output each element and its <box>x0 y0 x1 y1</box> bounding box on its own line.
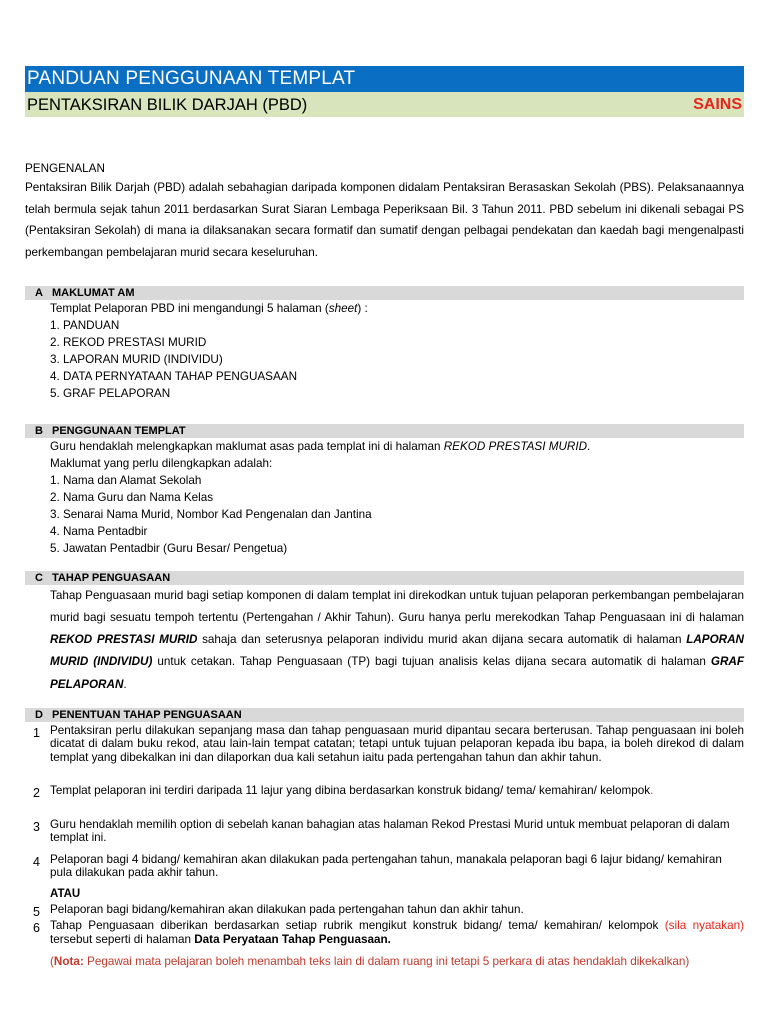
section-b-line1-end: . <box>587 439 591 453</box>
document-page <box>25 66 744 969</box>
section-c-text: untuk cetakan. Tahap Penguasaan (TP) bagi tujuan analisis kelas dijana secara automatik di halaman <box>152 655 711 669</box>
section-a-letter: A <box>35 286 43 299</box>
section-b-item: 4. Nama Pentadbir <box>50 524 148 538</box>
section-d-item-4 <box>25 853 744 880</box>
item-number: 4 <box>33 854 40 869</box>
section-c-emphasis: LAPORAN MURID (INDIVIDU) <box>50 633 744 669</box>
section-a-intro-text: Templat Pelaporan PBD ini mengandungi 5 halaman ( <box>50 301 329 315</box>
item-number: 2 <box>33 786 40 801</box>
section-b-item: 1. Nama dan Alamat Sekolah <box>50 473 202 487</box>
item-text: Tahap Penguasaan diberikan berdasarkan setiap rubrik mengikut konstruk bidang/ tema/ kemahiran/ kelompok <box>50 919 665 933</box>
section-d-title: PENENTUAN TAHAP PENGUASAAN <box>52 708 242 721</box>
subject-label: SAINS <box>693 96 742 113</box>
section-d-item-5 <box>25 903 744 917</box>
section-c-title: TAHAP PENGUASAAN <box>52 571 171 584</box>
item-text-bold: Data Peryataan Tahap Penguasaan. <box>194 932 391 946</box>
section-b-item: 5. Jawatan Pentadbir (Guru Besar/ Pengetua) <box>50 541 288 555</box>
item-number: 5 <box>33 904 40 919</box>
section-c-header <box>25 571 744 585</box>
nota-label: Nota: <box>53 955 84 969</box>
section-c-text: . <box>123 677 127 691</box>
item-number: 1 <box>33 725 40 740</box>
section-a-header <box>25 286 744 300</box>
document-title: PANDUAN PENGGUNAAN TEMPLAT <box>27 68 356 89</box>
section-d-atau: ATAU <box>50 887 81 900</box>
section-d-item-6 <box>25 919 744 946</box>
section-d-nota <box>25 955 744 969</box>
section-d-header <box>25 708 744 722</box>
section-d-letter: D <box>35 708 43 721</box>
section-c-text: sahaja dan seterusnya pelaporan individu murid akan dijana secara automatik di halaman <box>197 633 687 647</box>
section-b-header <box>25 424 744 438</box>
section-b-line1 <box>25 438 744 455</box>
item-text: tersebut seperti di halaman <box>50 932 195 946</box>
section-b-line1-italic: REKOD PRESTASI MURID <box>443 439 588 453</box>
nota-open: ( <box>50 955 54 969</box>
item-text: Templat pelaporan ini terdiri daripada 11 lajur yang dibina berdasarkan konstruk bidang/ tema/ kemahiran/ kelompok <box>50 784 651 798</box>
section-c-letter: C <box>35 571 43 584</box>
section-a-item: 2. REKOD PRESTASI MURID <box>50 335 207 349</box>
item-text: Guru hendaklah memilih option di sebelah kanan bahagian atas halaman Rekod Prestasi Murid untuk membuat pelaporan di dalam templat ini. <box>50 817 730 845</box>
section-a-intro-end: ) : <box>357 301 368 315</box>
section-c-body <box>25 585 744 696</box>
section-a-item: 4. DATA PERNYATAAN TAHAP PENGUASAAN <box>50 369 298 383</box>
section-d-item-2 <box>25 784 744 801</box>
section-a-intro-italic: sheet <box>328 301 358 315</box>
section-a-item: 3. LAPORAN MURID (INDIVIDU) <box>50 352 223 366</box>
item-text: Pelaporan bagi 4 bidang/ kemahiran akan dilakukan pada pertengahan tahun, manakala pelaporan bagi 6 lajur bidang/ kemahiran pula dilakukan pada akhir tahun. <box>50 852 722 880</box>
intro-heading: PENGENALAN <box>25 162 105 175</box>
item-text: Pentaksiran perlu dilakukan sepanjang masa dan tahap penguasaan murid dipantau secara berterusan. Tahap penguasaan ini boleh dicatat di dalam buku rekod, atau lain-lain tempat catatan; tetapi untuk tujuan pelaporan kepada ibu bapa, ia boleh direkod di dalam templat yang dibekalkan ini dan dilaporkan dua kali setahun iaitu pada pertengahan tahun dan akhir tahun. <box>50 723 744 764</box>
section-d-item-1 <box>25 724 744 765</box>
section-a-intro <box>25 300 744 317</box>
section-d-item-3 <box>25 818 744 845</box>
item-text-dot: . <box>650 784 654 798</box>
section-b-line1-text: Guru hendaklah melengkapkan maklumat asas pada templat ini di halaman <box>50 439 444 453</box>
item-text-red: (sila nyatakan) <box>664 919 744 933</box>
subtitle-bar <box>25 92 744 117</box>
section-b-line2: Maklumat yang perlu dilengkapkan adalah: <box>50 456 273 470</box>
section-b-letter: B <box>35 424 43 437</box>
section-c-emphasis: REKOD PRESTASI MURID <box>50 633 198 647</box>
section-b-item: 2. Nama Guru dan Nama Kelas <box>50 490 214 504</box>
section-c-emphasis: GRAF PELAPORAN <box>50 655 745 691</box>
section-a-item: 5. GRAF PELAPORAN <box>50 386 171 400</box>
item-number: 3 <box>33 819 40 834</box>
title-bar <box>25 66 744 92</box>
item-text: Pelaporan bagi bidang/kemahiran akan dilakukan pada pertengahan tahun dan akhir tahun. <box>50 902 524 916</box>
intro-body: Pentaksiran Bilik Darjah (PBD) adalah sebahagian daripada komponen didalam Pentaksiran Berasaskan Sekolah (PBS). Pelaksanaannya telah bermula sejak tahun 2011 berdasarkan Surat Siaran Lembaga Peperiksaan Bil. 3 Tahun 2011. PBD sebelum ini dikenali sebagai PS (Pentaksiran Sekolah) di mana ia dilaksanakan secara formatif dan sumatif dengan pelbagai pendekatan dan kaedah bagi mengenalpasti perkembangan pembelajaran murid secara keseluruhan. <box>25 181 744 260</box>
item-number: 6 <box>33 921 40 936</box>
section-a-title: MAKLUMAT AM <box>52 286 135 299</box>
document-subtitle: PENTAKSIRAN BILIK DARJAH (PBD) <box>27 96 308 114</box>
section-b-item: 3. Senarai Nama Murid, Nombor Kad Pengenalan dan Jantina <box>50 507 372 521</box>
section-c-text: Tahap Penguasaan murid bagi setiap komponen di dalam templat ini direkodkan untuk tujuan pelaporan perkembangan pembelajaran murid bagi sesuatu tempoh tertentu (Pertengahan / Akhir Tahun). Guru hanya perlu merekodkan Tahap Penguasaan ini di halaman <box>50 588 744 625</box>
section-a-item: 1. PANDUAN <box>50 318 120 332</box>
section-b-title: PENGGUNAAN TEMPLAT <box>52 424 186 437</box>
nota-text: Pegawai mata pelajaran boleh menambah teks lain di dalam ruang ini tetapi 5 perkara di atas hendaklah dikekalkan) <box>83 955 690 969</box>
